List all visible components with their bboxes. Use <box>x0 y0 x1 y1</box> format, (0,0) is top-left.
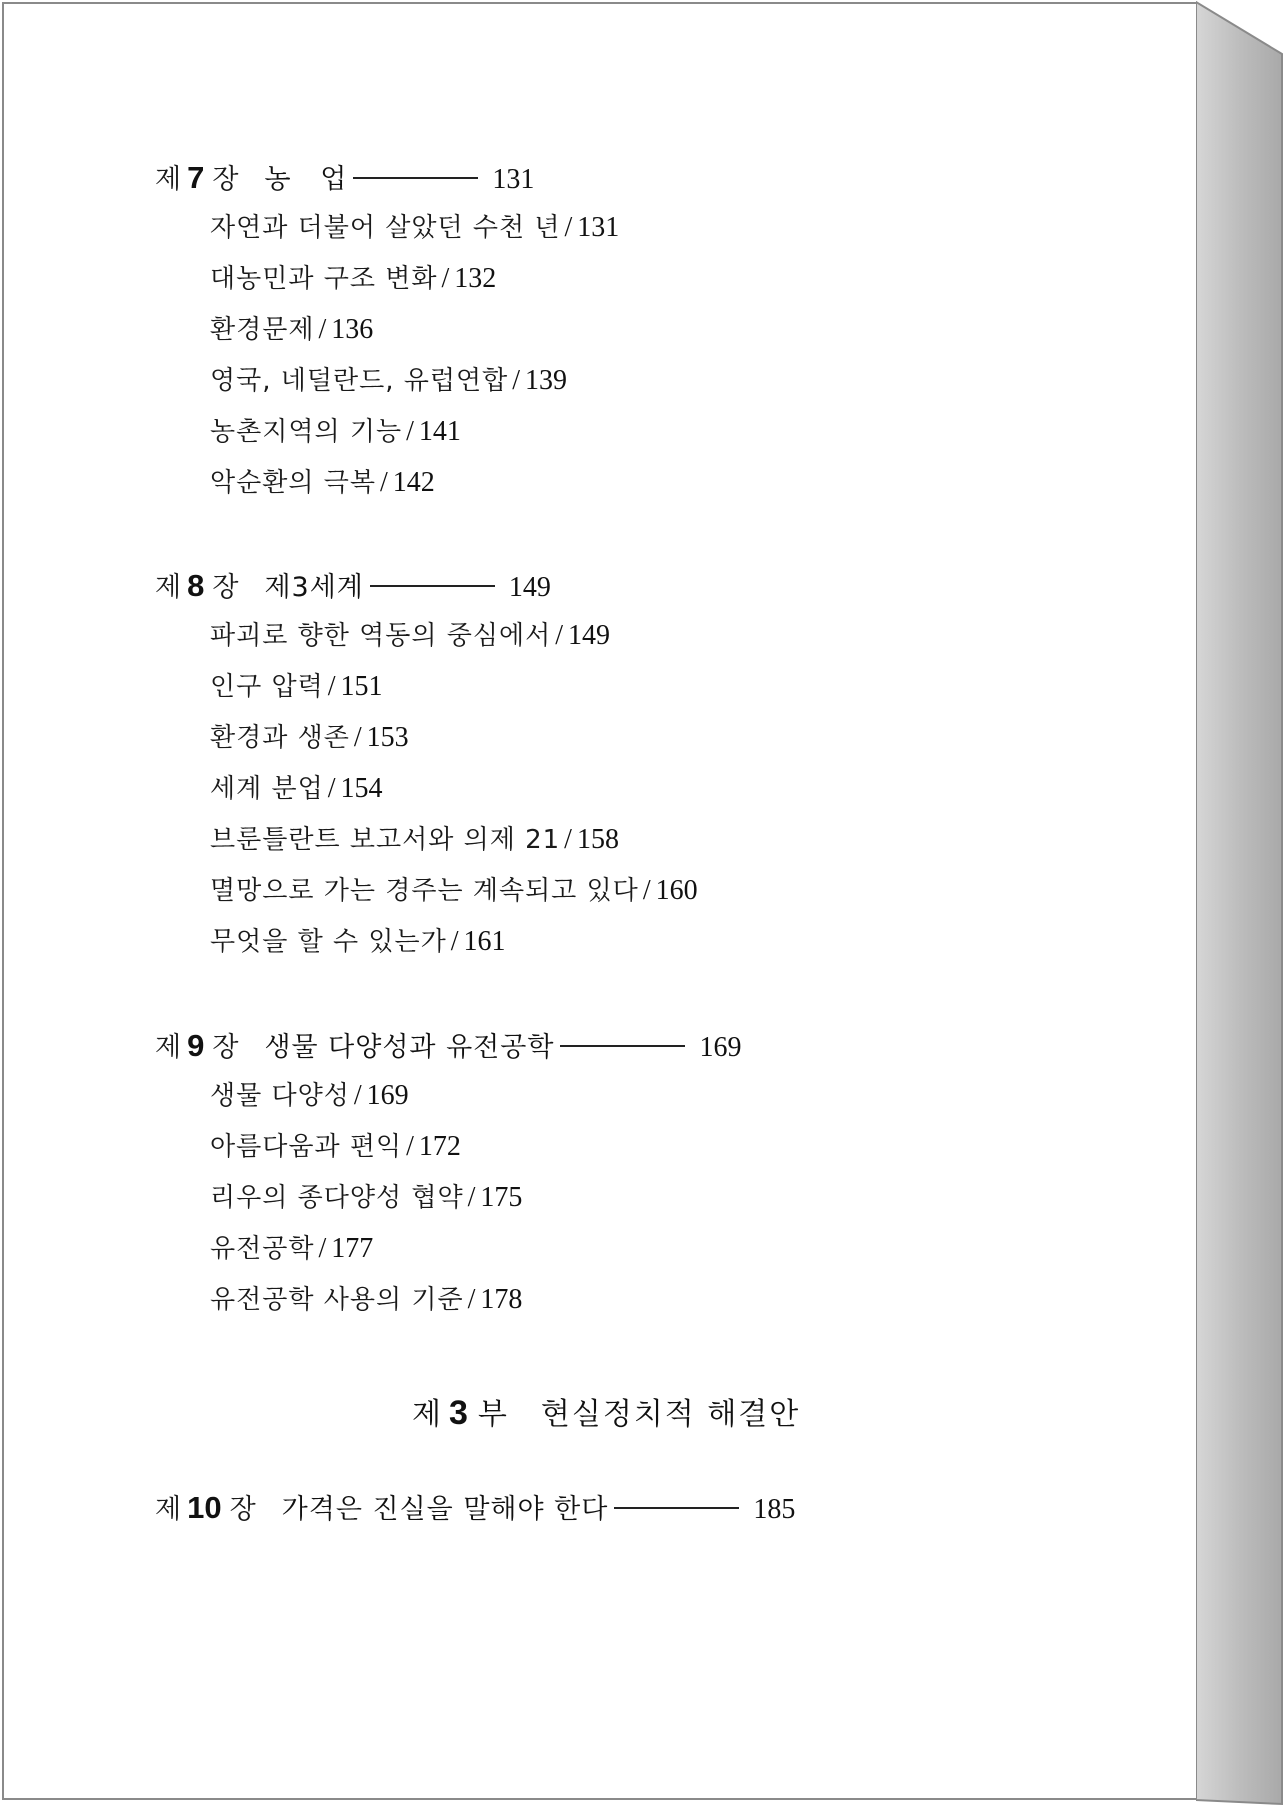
chapter-prefix: 제 <box>155 572 182 603</box>
entry-title: 환경과 생존 <box>210 723 350 753</box>
chapter-title: 생물 다양성과 유전공학 <box>264 1032 555 1063</box>
entry-page: 172 <box>418 1131 461 1162</box>
entry-title: 아름다움과 편익 <box>210 1132 403 1162</box>
chapter-page: 149 <box>508 572 551 603</box>
toc-entry <box>210 869 698 913</box>
entry-title: 대농민과 구조 변화 <box>210 264 438 294</box>
chapter-page: 169 <box>699 1032 742 1063</box>
entry-page: 161 <box>463 926 506 957</box>
entry-separator: / <box>327 671 336 702</box>
chapter-title: 제3세계 <box>264 572 364 603</box>
toc-entry <box>210 614 610 658</box>
toc-entry <box>210 308 373 352</box>
leader-dash <box>353 177 478 179</box>
toc-entry <box>210 1176 522 1220</box>
part-heading <box>412 1386 800 1440</box>
entry-title: 무엇을 할 수 있는가 <box>210 927 447 957</box>
entry-separator: / <box>642 875 651 906</box>
entry-title: 유전공학 사용의 기준 <box>210 1285 464 1315</box>
chapter-page: 131 <box>492 164 535 195</box>
entry-page: 178 <box>480 1284 523 1315</box>
entry-separator: / <box>512 365 521 396</box>
chapter-number: 10 <box>187 1490 222 1525</box>
entry-separator: / <box>467 1182 476 1213</box>
entry-title: 인구 압력 <box>210 672 324 702</box>
part-prefix: 제 <box>412 1397 441 1432</box>
chapter-prefix: 제 <box>155 164 182 195</box>
toc-entry <box>210 1074 409 1118</box>
entry-page: 153 <box>366 722 409 753</box>
toc-entry <box>210 665 383 709</box>
entry-title: 악순환의 극복 <box>210 468 376 498</box>
entry-separator: / <box>379 467 388 498</box>
book-thickness-edge <box>1196 0 1284 1806</box>
entry-separator: / <box>318 1233 327 1264</box>
chapter-number: 7 <box>187 160 205 195</box>
toc-entry <box>210 1227 373 1271</box>
toc-entry <box>210 257 496 301</box>
entry-title: 파괴로 향한 역동의 중심에서 <box>210 621 552 651</box>
entry-page: 136 <box>331 314 374 345</box>
chapter-title: 가격은 진실을 말해야 한다 <box>281 1494 609 1525</box>
entry-page: 139 <box>525 365 568 396</box>
entry-separator: / <box>467 1284 476 1315</box>
entry-separator: / <box>353 1080 362 1111</box>
chapter-suffix: 장 <box>212 572 239 603</box>
entry-separator: / <box>564 212 573 243</box>
entry-page: 141 <box>418 416 461 447</box>
entry-page: 142 <box>392 467 435 498</box>
chapter-suffix: 장 <box>212 164 239 195</box>
entry-separator: / <box>327 773 336 804</box>
entry-title: 자연과 더불어 살았던 수천 년 <box>210 213 561 243</box>
entry-page: 151 <box>340 671 383 702</box>
chapter-heading <box>155 1023 741 1069</box>
entry-page: 131 <box>577 212 620 243</box>
entry-separator: / <box>406 1131 414 1162</box>
part-title: 현실정치적 해결안 <box>540 1397 801 1432</box>
toc-entry <box>210 1125 461 1169</box>
leader-dash <box>370 585 495 587</box>
entry-separator: / <box>441 263 450 294</box>
entry-title: 환경문제 <box>210 315 315 345</box>
entry-page: 132 <box>454 263 497 294</box>
entry-title: 리우의 종다양성 협약 <box>210 1183 464 1213</box>
entry-title: 농촌지역의 기능 <box>210 417 403 447</box>
entry-title: 유전공학 <box>210 1234 315 1264</box>
toc-entry <box>210 359 567 403</box>
entry-title: 브룬틀란트 보고서와 의제 21 <box>210 825 561 855</box>
entry-title: 세계 분업 <box>210 774 324 804</box>
entry-separator: / <box>406 416 414 447</box>
chapter-prefix: 제 <box>155 1494 182 1525</box>
part-number: 3 <box>448 1394 468 1432</box>
entry-page: 158 <box>576 824 619 855</box>
leader-dash <box>560 1045 685 1047</box>
chapter-number: 8 <box>187 568 205 603</box>
chapter-number: 9 <box>187 1028 205 1063</box>
entry-title: 멸망으로 가는 경주는 계속되고 있다 <box>210 876 639 906</box>
toc-entry <box>210 767 383 811</box>
toc-entry <box>210 410 461 454</box>
entry-title: 영국, 네덜란드, 유럽연합 <box>210 366 509 396</box>
entry-page: 160 <box>655 875 698 906</box>
entry-separator: / <box>555 620 563 651</box>
toc-entry <box>210 920 506 964</box>
entry-page: 169 <box>366 1080 409 1111</box>
chapter-suffix: 장 <box>212 1032 239 1063</box>
chapter-heading <box>155 1485 795 1531</box>
chapter-prefix: 제 <box>155 1032 182 1063</box>
toc-entry <box>210 818 619 862</box>
chapter-suffix: 장 <box>229 1494 256 1525</box>
entry-title: 생물 다양성 <box>210 1081 350 1111</box>
chapter-title: 농 업 <box>264 164 348 195</box>
chapter-page: 185 <box>753 1494 796 1525</box>
toc-entry <box>210 461 435 505</box>
part-suffix: 부 <box>477 1397 507 1432</box>
toc-entry <box>210 1278 522 1322</box>
entry-separator: / <box>450 926 459 957</box>
entry-page: 177 <box>331 1233 374 1264</box>
leader-dash <box>614 1507 739 1509</box>
entry-page: 154 <box>340 773 383 804</box>
toc-entry <box>210 206 619 250</box>
chapter-heading <box>155 563 551 609</box>
entry-separator: / <box>564 824 572 855</box>
entry-page: 175 <box>480 1182 523 1213</box>
chapter-heading <box>155 155 534 201</box>
entry-separator: / <box>318 314 327 345</box>
entry-page: 149 <box>567 620 610 651</box>
toc-entry <box>210 716 409 760</box>
entry-separator: / <box>353 722 362 753</box>
